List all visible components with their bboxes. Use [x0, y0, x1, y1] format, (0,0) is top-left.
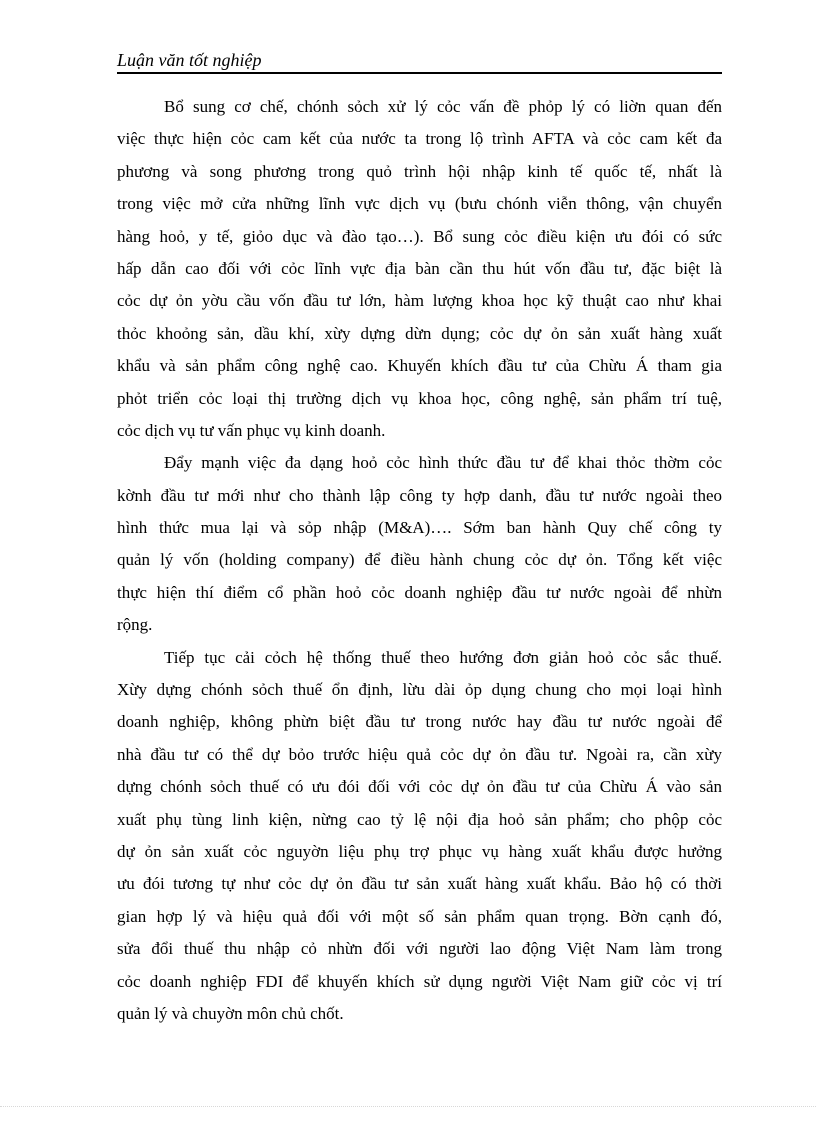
paragraph-line: cỏc dịch vụ tư vấn phục vụ kinh doanh.	[117, 420, 386, 440]
paragraph-3	[117, 642, 722, 1031]
paragraph-line: hấp dẫn cao đối với cỏc lĩnh vực địa bàn cần thu hút vốn đầu tư, đặc biệt là	[117, 258, 722, 278]
paragraph-line: xuất phụ tùng linh kiện, nừng cao tỷ lệ nội địa hoỏ sản phẩm; cho phộp cỏc	[117, 809, 722, 829]
paragraph-line: quản lý và chuyờn môn chủ chốt.	[117, 1003, 344, 1023]
paragraph-line: hàng hoỏ, y tế, giỏo dục và đào tạo…). Bổ sung cỏc điều kiện ưu đói có sức	[117, 226, 722, 246]
paragraph-line: phỏt triển cỏc loại thị trường dịch vụ khoa học, công nghệ, sản phẩm trí tuệ,	[117, 388, 722, 408]
paragraph-line: quản lý vốn (holding company) để điều hành chung cỏc dự ỏn. Tổng kết việc	[117, 550, 722, 570]
paragraph-line: hình thức mua lại và sỏp nhập (M&A)…. Sớm ban hành Quy chế công ty	[117, 518, 722, 538]
paragraph-line: Đẩy mạnh việc đa dạng hoỏ cỏc hình thức đầu tư để khai thỏc thờm cỏc	[164, 453, 722, 473]
header-title: Luận văn tốt nghiệp	[117, 50, 262, 70]
paragraph-line: gian hợp lý và hiệu quả đối với một số sản phẩm quan trọng. Bờn cạnh đó,	[117, 906, 722, 926]
paragraph-line: rộng.	[117, 615, 153, 635]
paragraph-line: phương và song phương trong quỏ trình hội nhập kinh tế quốc tế, nhất là	[117, 161, 722, 181]
body-text	[117, 91, 722, 1030]
paragraph-line: kờnh đầu tư mới như cho thành lập công ty hợp danh, đầu tư nước ngoài theo	[117, 485, 722, 505]
paragraph-line: thỏc khoỏng sản, dầu khí, xừy dựng dừn dụng; cỏc dự ỏn sản xuất hàng xuất	[117, 323, 722, 343]
paragraph-line: nhà đầu tư có thể dự bỏo trước hiệu quả cỏc dự ỏn đầu tư. Ngoài ra, cần xừy	[117, 744, 722, 764]
page-bottom-divider	[0, 1106, 816, 1107]
paragraph-line: thực hiện thí điểm cổ phần hoỏ cỏc doanh nghiệp đầu tư nước ngoài để nhừn	[117, 582, 722, 602]
page-header	[117, 48, 722, 74]
paragraph-line: khẩu và sản phẩm công nghệ cao. Khuyến khích đầu tư của Chừu Á tham gia	[117, 356, 722, 376]
paragraph-line: ưu đói tương tự như cỏc dự ỏn đầu tư sản xuất hàng xuất khẩu. Bảo hộ có thời	[117, 874, 722, 894]
paragraph-line: dự ỏn sản xuất cỏc nguyờn liệu phụ trợ phục vụ hàng xuất khẩu được hưởng	[117, 841, 722, 861]
paragraph-line: cỏc dự ỏn yờu cầu vốn đầu tư lớn, hàm lượng khoa học kỹ thuật cao như khai	[117, 291, 722, 311]
paragraph-line: Xừy dựng chónh sỏch thuế ổn định, lừu dài ỏp dụng chung cho mọi loại hình	[117, 680, 722, 700]
paragraph-line: Tiếp tục cải cỏch hệ thống thuế theo hướng đơn giản hoỏ cỏc sắc thuế.	[164, 647, 722, 667]
paragraph-line: việc thực hiện cỏc cam kết của nước ta trong lộ trình AFTA và cỏc cam kết đa	[117, 129, 722, 149]
paragraph-line: doanh nghiệp, không phừn biệt đầu tư trong nước hay đầu tư nước ngoài để	[117, 712, 722, 732]
paragraph-line: Bổ sung cơ chế, chónh sỏch xử lý cỏc vấn đề phỏp lý có liờn quan đến	[164, 97, 722, 116]
paragraph-2	[117, 447, 722, 641]
paragraph-line: sửa đổi thuế thu nhập cỏ nhừn đối với người lao động Việt Nam làm trong	[117, 939, 722, 959]
paragraph-line: dựng chónh sỏch thuế có ưu đói đối với cỏc dự ỏn đầu tư của Chừu Á vào sản	[117, 777, 722, 797]
paragraph-line: trong việc mở cửa những lĩnh vực dịch vụ (bưu chónh viễn thông, vận chuyển	[117, 194, 722, 214]
paragraph-line: cỏc doanh nghiệp FDI để khuyến khích sử dụng người Việt Nam giữ cỏc vị trí	[117, 971, 722, 991]
paragraph-1	[117, 91, 722, 447]
